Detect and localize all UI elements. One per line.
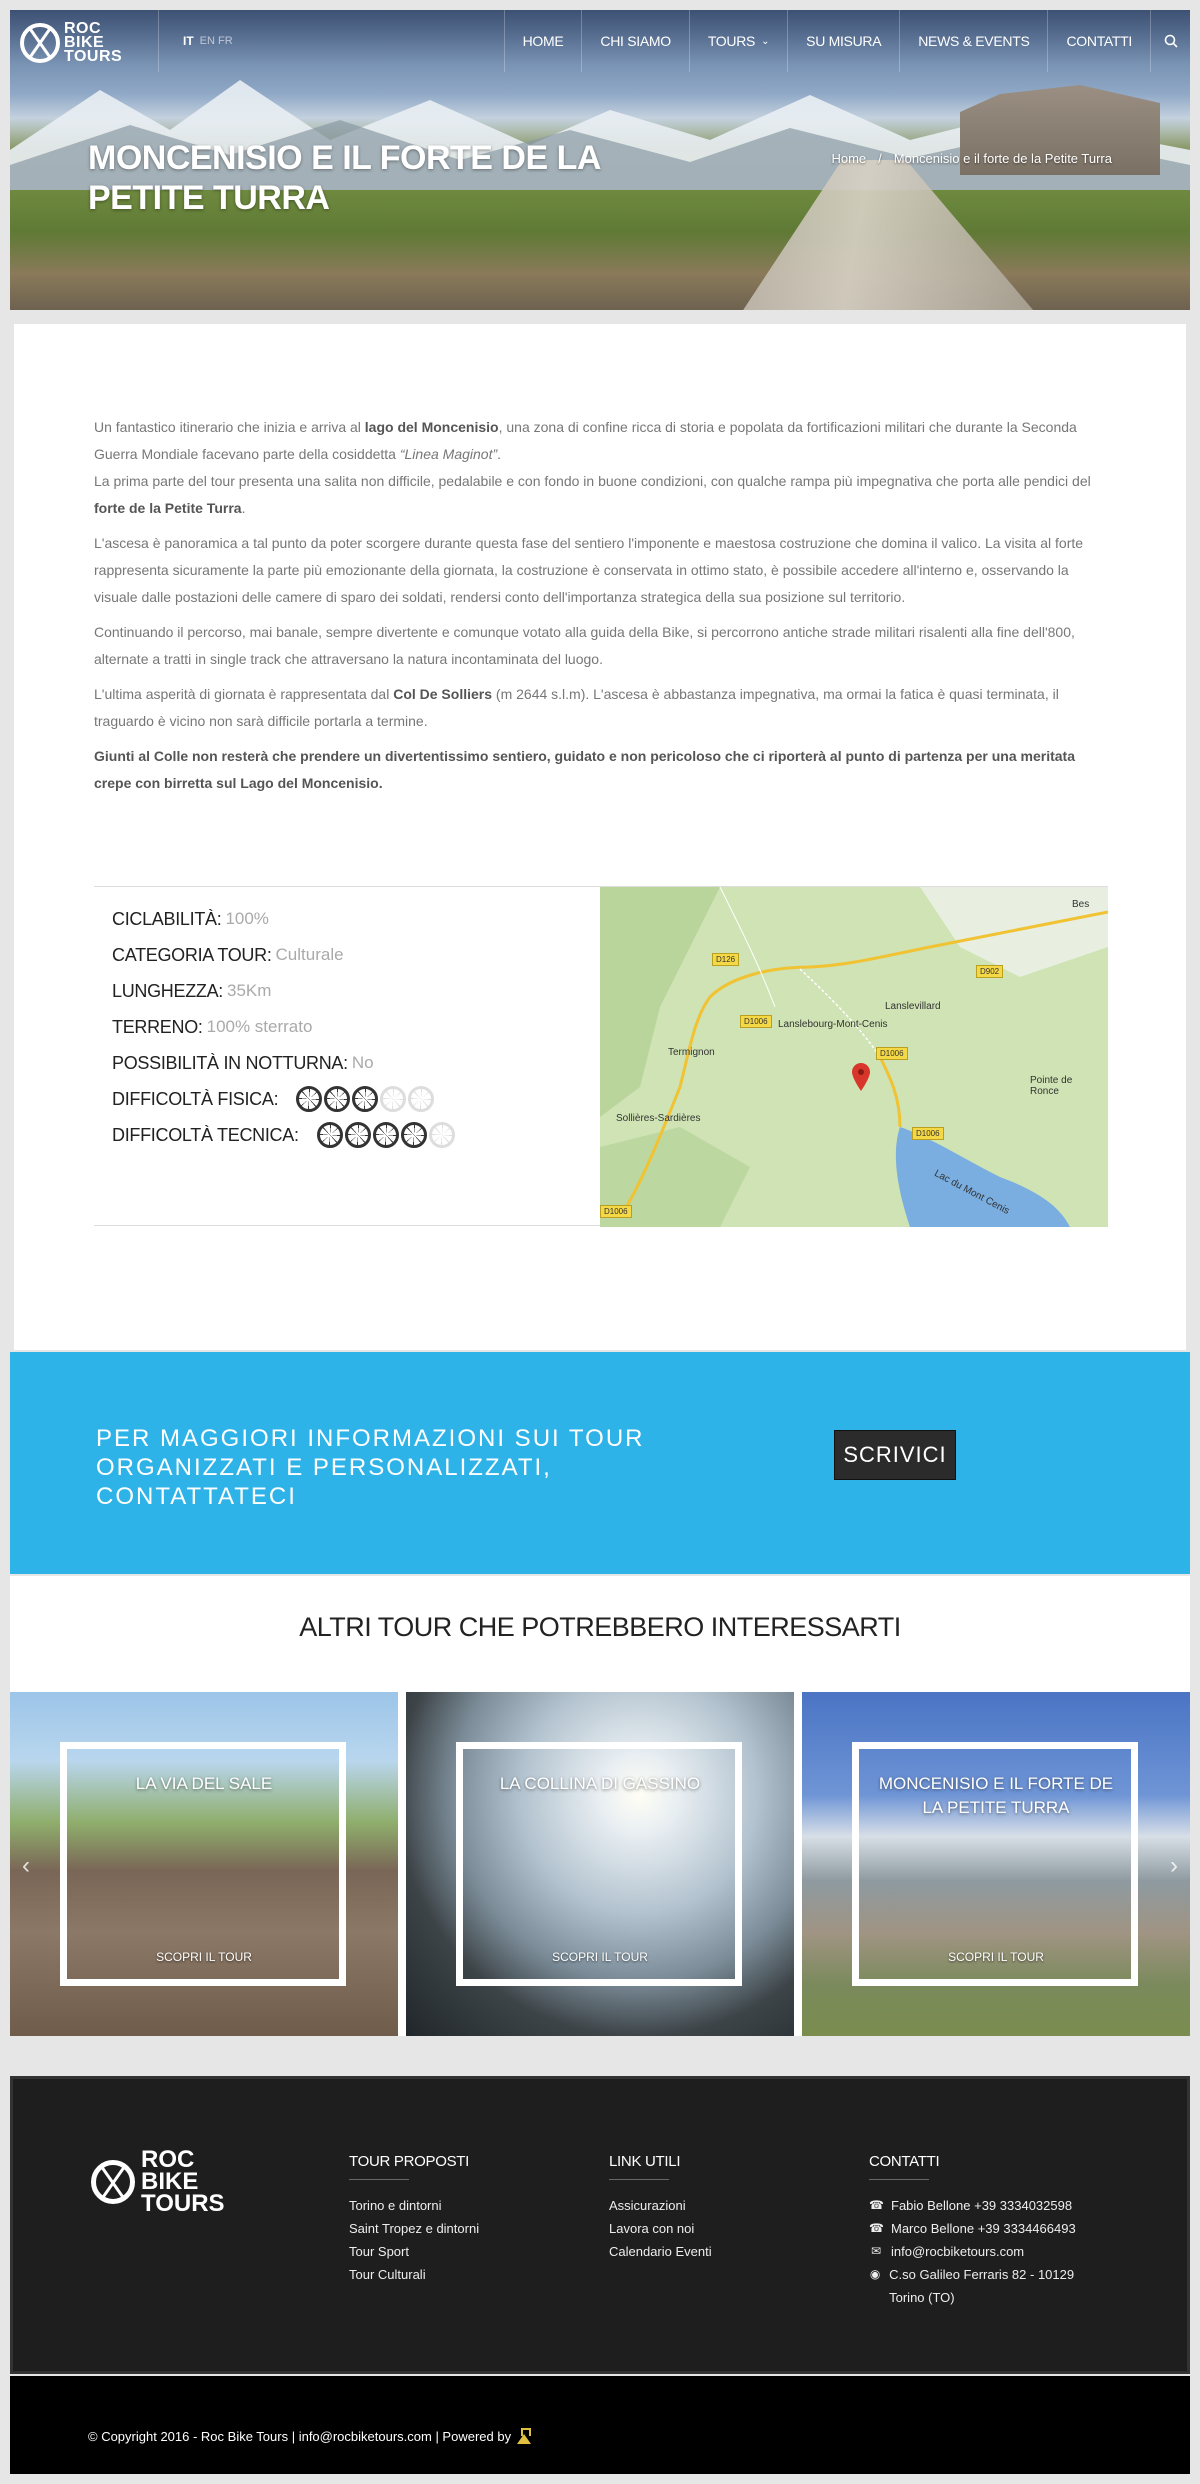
tour-description	[94, 414, 1110, 805]
chevron-right-icon[interactable]: ›	[1170, 1852, 1178, 1879]
map-marker-icon: ◉	[869, 2267, 881, 2281]
spec-difficolta-fisica: DIFFICOLTÀ FISICA:	[112, 1081, 455, 1117]
tour-specs	[94, 886, 1108, 1226]
nav-tours[interactable]: TOURS ⌄	[689, 10, 787, 72]
top-navigation-bar	[10, 10, 1190, 72]
spec-difficolta-tecnica: DIFFICOLTÀ TECNICA:	[112, 1117, 455, 1153]
map-road-label: D1006	[912, 1127, 944, 1140]
nav-home[interactable]: HOME	[504, 10, 582, 72]
description-paragraph: Un fantastico itinerario che inizia e arriva al lago del Moncenisio, una zona di confine ricca di storia e popolata da fortificazioni militari che durante la Seconda Guerra Mondiale facevano parte della cosiddetta “Linea Maginot”. La prima parte del tour presenta una salita non difficile, pedalabile e con fondo in buone condizioni, con qualche rampa più impegnativa che porta alle pendici del forte de la Petite Turra.	[94, 419, 1091, 516]
map-town: Pointe de Ronce	[1030, 1075, 1073, 1097]
contact-email[interactable]: ✉ info@rocbiketours.com	[869, 2240, 1109, 2263]
contact-address: ◉ C.so Galileo Ferraris 82 - 10129 Torino (TO)	[869, 2263, 1109, 2309]
scrivici-button[interactable]: SCRIVICI	[834, 1430, 956, 1480]
other-tours-section	[10, 1576, 1190, 2036]
footer-col-link-utili	[609, 2153, 712, 2263]
wheel-logo-icon	[91, 2160, 135, 2204]
description-paragraph: L'ultima asperità di giornata è rappresentata dal Col De Solliers (m 2644 s.l.m). L'ascesa è abbastanza impegnativa, ma ormai la fatica è quasi terminata, il traguardo è vicino non sarà difficile portarla a termine.	[94, 686, 1059, 729]
other-tours-title: ALTRI TOUR CHE POTREBBERO INTERESSARTI	[299, 1612, 901, 1642]
map-town: Sollières-Sardières	[616, 1113, 701, 1124]
map-road-label: D1006	[876, 1047, 908, 1060]
tour-card-link[interactable]: SCOPRI IL TOUR	[552, 1950, 648, 1964]
wheel-filled-icon	[345, 1122, 371, 1148]
envelope-icon: ✉	[870, 2244, 882, 2258]
map-road-label: D126	[712, 953, 739, 966]
tour-card-link[interactable]: SCOPRI IL TOUR	[948, 1950, 1044, 1964]
spec-terreno: TERRENO: 100% sterrato	[112, 1016, 313, 1037]
cta-text: PER MAGGIORI INFORMAZIONI SUI TOUR ORGANIZZATI E PERSONALIZZATI, CONTATTATECI	[96, 1425, 645, 1510]
footer-logo[interactable]: ROC BIKE TOURS	[91, 2149, 225, 2215]
spec-categoria: CATEGORIA TOUR: Culturale	[112, 944, 344, 965]
logo-text-roc: ROC	[64, 20, 102, 37]
tour-card[interactable]	[406, 1692, 794, 2036]
spec-list	[112, 901, 455, 1153]
wheel-filled-icon	[317, 1122, 343, 1148]
page-title: MONCENISIO E IL FORTE DE LA PETITE TURRA	[88, 139, 600, 217]
hero-banner	[10, 10, 1190, 310]
map-town: Bes	[1072, 899, 1090, 910]
copyright-line	[88, 2428, 531, 2444]
logo-text-bike: BIKE	[64, 34, 105, 51]
tour-card[interactable]	[10, 1692, 398, 2036]
wheel-empty-icon	[408, 1086, 434, 1112]
map-town: Lac du Mont Cenis	[932, 1168, 1012, 1217]
language-switcher	[158, 10, 233, 72]
tour-card-title: LA COLLINA DI GASSINO	[499, 1774, 701, 1793]
footer-link[interactable]: Saint Tropez e dintorni	[349, 2221, 480, 2236]
search-icon[interactable]	[1150, 10, 1190, 72]
tour-content	[14, 324, 1186, 1350]
map-town: Termignon	[668, 1047, 715, 1058]
description-paragraph: L'ascesa è panoramica a tal punto da poter scorgere durante questa fase del sentiero l'imponente e maestosa costruzione che domina il valico. La visita al forte rappresenta sicuramente la parte più emozionante della giornata, la costruzione è conservata in ottimo stato, è possibile accedere all'interno e, osservando la visuale dalle postazioni delle camere di sparo dei soldati, rendersi conto dell'importanza strategica della sua posizione sul territorio.	[94, 535, 1084, 605]
tour-card[interactable]	[802, 1692, 1190, 2036]
footer-link[interactable]: Tour Culturali	[349, 2267, 426, 2282]
copyright-text: © Copyright 2016 - Roc Bike Tours | info@rocbiketours.com | Powered by	[88, 2428, 512, 2444]
chevron-left-icon[interactable]: ‹	[22, 1852, 30, 1879]
lang-en-fr[interactable]: EN FR	[199, 35, 233, 47]
nav-news-events[interactable]: NEWS & EVENTS	[899, 10, 1047, 72]
tour-card-link[interactable]: SCOPRI IL TOUR	[156, 1950, 252, 1964]
chevron-down-icon: ⌄	[761, 35, 770, 47]
rating-fisica	[296, 1086, 434, 1112]
footer-link[interactable]: Tour Sport	[349, 2244, 409, 2259]
logo-text-tours: TOURS	[64, 48, 123, 65]
lang-it[interactable]: IT	[183, 34, 194, 48]
phone-icon: ☎	[869, 2198, 884, 2212]
site-logo[interactable]	[20, 18, 140, 68]
map-road-label: D1006	[600, 1205, 632, 1218]
flask-icon[interactable]	[517, 2428, 531, 2444]
spec-lunghezza: LUNGHEZZA: 35Km	[112, 980, 272, 1001]
wheel-empty-icon	[429, 1122, 455, 1148]
footer-col-tour-proposti	[349, 2153, 479, 2286]
wheel-filled-icon	[401, 1122, 427, 1148]
tour-card-title: LA VIA DEL SALE	[135, 1774, 273, 1793]
wheel-filled-icon	[324, 1086, 350, 1112]
phone-icon: ☎	[869, 2221, 884, 2235]
map-road-label: D902	[976, 965, 1003, 978]
breadcrumb-separator: /	[878, 151, 882, 166]
contact-phone[interactable]: ☎ Fabio Bellone +39 3334032598	[869, 2194, 1109, 2217]
map-town: Lanslevillard	[885, 1001, 941, 1012]
wheel-empty-icon	[380, 1086, 406, 1112]
wheel-filled-icon	[296, 1086, 322, 1112]
route-map[interactable]	[600, 887, 1108, 1227]
description-paragraph: Continuando il percorso, mai banale, sempre divertente e comunque votato alla guida della Bike, si percorrono antiche strade militari risalenti alla fine dell'800, alternate a tratti in single track che attraversano la natura incontaminata del luogo.	[94, 624, 1075, 667]
map-road-label: D1006	[740, 1015, 772, 1028]
main-nav	[504, 10, 1190, 72]
rating-tecnica	[317, 1122, 455, 1148]
footer-link[interactable]: Assicurazioni	[609, 2198, 686, 2213]
nav-chi-siamo[interactable]: CHI SIAMO	[581, 10, 688, 72]
nav-contatti[interactable]: CONTATTI	[1047, 10, 1150, 72]
spec-ciclabilita: CICLABILITÀ: 100%	[112, 908, 269, 929]
map-town: Lanslebourg-Mont-Cenis	[778, 1019, 888, 1030]
wheel-filled-icon	[352, 1086, 378, 1112]
tour-card-title: MONCENISIO E IL FORTE DE LA PETITE TURRA	[878, 1774, 1114, 1817]
footer-link[interactable]: Torino e dintorni	[349, 2198, 442, 2213]
wheel-logo-icon	[20, 23, 60, 63]
contact-cta	[10, 1352, 1190, 1574]
spec-notturna: POSSIBILITÀ IN NOTTURNA: No	[112, 1052, 374, 1073]
copyright-bar	[10, 2376, 1190, 2474]
footer-link[interactable]: Calendario Eventi	[609, 2244, 712, 2259]
footer-col-title: CONTATTI	[869, 2153, 1109, 2180]
footer-col-contatti	[869, 2153, 1109, 2309]
footer	[10, 2076, 1190, 2374]
breadcrumb-current: Moncenisio e il forte de la Petite Turra	[893, 151, 1112, 166]
nav-su-misura[interactable]: SU MISURA	[787, 10, 899, 72]
description-paragraph: Giunti al Colle non resterà che prendere un divertentissimo sentiero, guidato e non pericoloso che ci riporterà al punto di partenza per una meritata crepe con birretta sul Lago del Moncenisio.	[94, 748, 1075, 791]
map-pin-icon[interactable]	[852, 1063, 870, 1091]
breadcrumb	[831, 151, 1112, 166]
wheel-filled-icon	[373, 1122, 399, 1148]
footer-col-title: TOUR PROPOSTI	[349, 2153, 479, 2180]
contact-phone[interactable]: ☎ Marco Bellone +39 3334466493	[869, 2217, 1109, 2240]
breadcrumb-home[interactable]: Home	[831, 151, 867, 166]
footer-link[interactable]: Lavora con noi	[609, 2221, 695, 2236]
footer-col-title: LINK UTILI	[609, 2153, 712, 2180]
